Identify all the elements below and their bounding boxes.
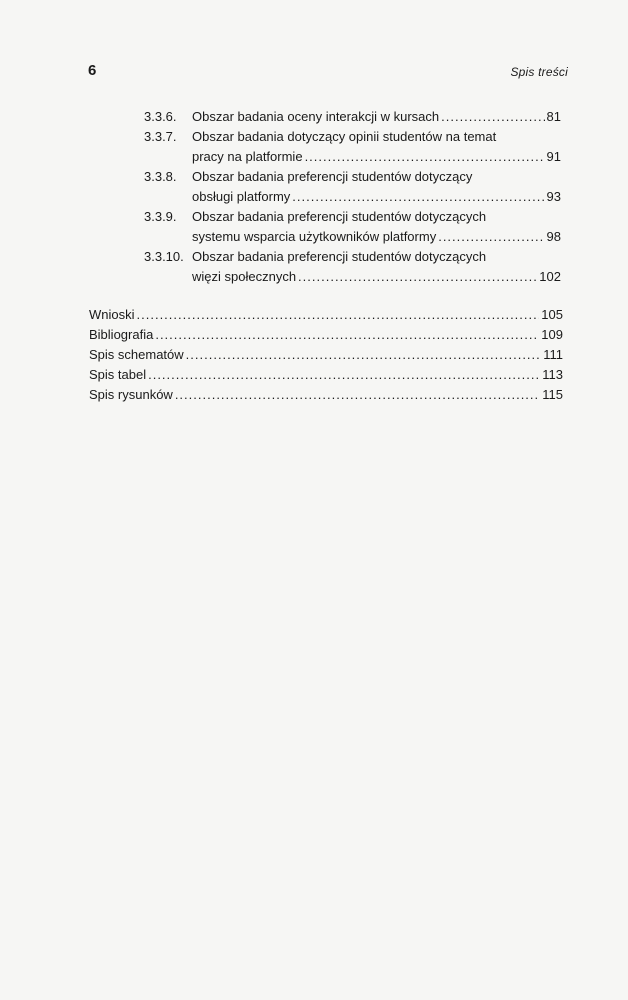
- entry-title-line: Obszar badania preferencji studentów dotyczący: [192, 169, 473, 184]
- entry-page: 115: [542, 387, 563, 402]
- entry-title: Spis tabel: [89, 367, 147, 382]
- entry-page: 113: [542, 367, 563, 382]
- entry-page: 109: [541, 327, 563, 342]
- entry-page: 91: [546, 149, 561, 164]
- leader-dots: [441, 107, 544, 127]
- toc-entry-bibliografia[interactable]: [89, 325, 563, 345]
- toc-entry-spis-rysunkow[interactable]: [89, 385, 563, 405]
- entry-page: 102: [539, 269, 561, 284]
- toc-entry-spis-tabel[interactable]: [89, 365, 563, 385]
- entry-title: Spis schematów: [89, 347, 184, 362]
- chapter-toc: [89, 305, 563, 405]
- leader-dots: [438, 227, 544, 247]
- entry-title: Bibliografia: [89, 327, 154, 342]
- page-number: 6: [88, 62, 97, 79]
- leader-dots: [298, 267, 537, 287]
- toc-entry-3-3-7[interactable]: [144, 127, 561, 167]
- entry-title: Obszar badania oceny interakcji w kursach: [192, 109, 440, 124]
- leader-dots: [137, 305, 540, 325]
- leader-dots: [305, 147, 545, 167]
- entry-title-line: Obszar badania preferencji studentów dotyczących: [192, 209, 487, 224]
- toc-entry-3-3-6[interactable]: [144, 107, 561, 127]
- toc-entry-3-3-10[interactable]: [144, 247, 561, 287]
- leader-dots: [155, 325, 539, 345]
- entry-number: 3.3.9.: [144, 209, 177, 224]
- entry-page: 111: [543, 347, 563, 362]
- leader-dots: [292, 187, 544, 207]
- entry-title-end: systemu wsparcia użytkowników platformy: [192, 229, 437, 244]
- entry-page: 93: [546, 189, 561, 204]
- entry-title: Wnioski: [89, 307, 135, 322]
- running-header: Spis treści: [510, 65, 568, 79]
- entry-title: Spis rysunków: [89, 387, 173, 402]
- entry-number: 3.3.10.: [144, 249, 184, 264]
- entry-page: 105: [541, 307, 563, 322]
- leader-dots: [148, 365, 540, 385]
- toc-entry-3-3-9[interactable]: [144, 207, 561, 247]
- entry-title-line: Obszar badania preferencji studentów dotyczących: [192, 249, 487, 264]
- entry-title-end: obsługi platformy: [192, 189, 291, 204]
- leader-dots: [175, 385, 540, 405]
- entry-title-line: Obszar badania dotyczący opinii studentów na temat: [192, 129, 497, 144]
- entry-page: 81: [546, 109, 561, 124]
- subsection-toc: [144, 107, 561, 287]
- toc-entry-spis-schematow[interactable]: [89, 345, 563, 365]
- entry-page: 98: [546, 229, 561, 244]
- entry-number: 3.3.7.: [144, 129, 177, 144]
- entry-number: 3.3.8.: [144, 169, 177, 184]
- toc-entry-wnioski[interactable]: [89, 305, 563, 325]
- entry-title-end: pracy na platformie: [192, 149, 303, 164]
- leader-dots: [186, 345, 542, 365]
- entry-title-end: więzi społecznych: [192, 269, 297, 284]
- toc-entry-3-3-8[interactable]: [144, 167, 561, 207]
- entry-number: 3.3.6.: [144, 109, 177, 124]
